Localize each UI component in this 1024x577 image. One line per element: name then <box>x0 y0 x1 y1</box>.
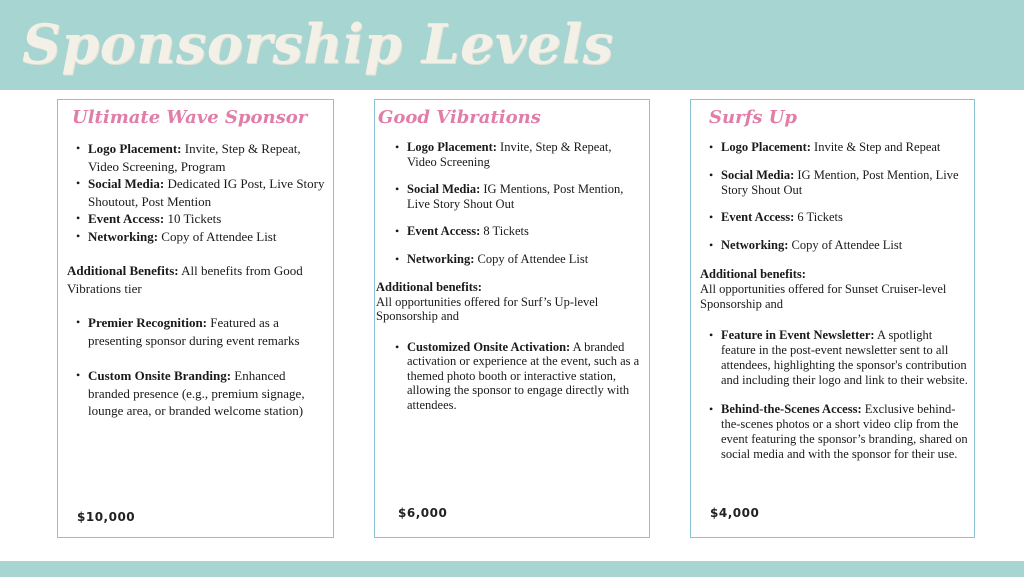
additional-benefits <box>700 267 970 312</box>
benefit-text: Invite, Step & Repeat, Video Screening <box>407 140 612 169</box>
benefit-label: Feature in Event Newsletter: <box>721 328 875 342</box>
page-title: Sponsorship Levels <box>22 12 614 76</box>
additional-text: All benefits from Good Vibrations tier <box>67 263 303 296</box>
additional-text: All opportunities offered for Sunset Cruiser-level Sponsorship and <box>700 282 947 311</box>
header-band <box>0 0 1024 90</box>
list-item <box>700 168 970 198</box>
benefit-text: Featured as a presenting sponsor during event remarks <box>88 315 300 348</box>
benefit-text: Enhanced branded presence (e.g., premium signage, lounge area, or branded welcome station) <box>88 368 305 418</box>
benefit-text: A spotlight feature in the post-event newsletter sent to all attendees, highlighting the sponsor's contribution and including their logo and link to their website. <box>721 328 968 387</box>
benefit-list <box>67 140 329 245</box>
list-item <box>700 210 970 225</box>
benefit-label: Custom Onsite Branding: <box>88 368 232 383</box>
benefit-label: Customized Onsite Activation: <box>407 339 571 354</box>
benefit-label: Logo Placement: <box>407 140 497 154</box>
benefit-label: Event Access: <box>407 224 481 238</box>
card-body <box>700 140 970 462</box>
price: $6,000 <box>398 506 448 520</box>
benefit-text: 10 Tickets <box>164 211 222 226</box>
additional-label: Additional benefits: <box>376 280 482 294</box>
additional-label: Additional Benefits: <box>67 263 179 278</box>
benefit-label: Networking: <box>88 228 159 244</box>
benefit-text: Copy of Attendee List <box>474 251 589 266</box>
price: $4,000 <box>710 506 760 520</box>
list-item <box>700 402 970 462</box>
benefit-list <box>386 140 644 266</box>
price: $10,000 <box>77 510 136 524</box>
benefit-label: Logo Placement: <box>88 141 182 156</box>
list-item <box>700 140 970 155</box>
benefit-label: Networking: <box>407 251 475 266</box>
card-title: Ultimate Wave Sponsor <box>72 107 308 128</box>
card-body <box>376 140 644 412</box>
extra-benefit-list <box>67 314 329 420</box>
benefit-text: 8 Tickets <box>480 224 529 238</box>
benefit-text: 6 Tickets <box>794 210 843 224</box>
card-body <box>67 140 329 420</box>
benefit-label: Social Media: <box>721 168 795 182</box>
benefit-text: IG Mention, Post Mention, Live Story Shout Out <box>721 168 959 197</box>
benefit-label: Networking: <box>721 238 789 252</box>
benefit-text: A branded activation or experience at the event, such as a themed photo booth or interactive station, allowing the sponsor to engage directly with attendees. <box>407 339 640 412</box>
benefit-label: Behind-the-Scenes Access: <box>721 402 862 416</box>
list-item <box>700 328 970 388</box>
extra-benefit-list <box>386 340 644 413</box>
list-item <box>386 140 644 169</box>
list-item <box>67 210 329 228</box>
benefit-label: Event Access: <box>721 210 795 224</box>
card-title: Good Vibrations <box>378 107 541 128</box>
additional-benefits <box>67 262 329 297</box>
benefit-text: Invite & Step and Repeat <box>810 140 941 154</box>
benefit-text: Copy of Attendee List <box>788 238 903 252</box>
list-item <box>67 367 329 420</box>
additional-text: All opportunities offered for Surf’s Up-level Sponsorship and <box>376 294 599 323</box>
additional-benefits <box>376 280 644 324</box>
list-item <box>386 182 644 211</box>
additional-label: Additional benefits: <box>700 267 806 281</box>
benefit-label: Event Access: <box>88 211 165 226</box>
list-item <box>67 228 329 246</box>
list-item <box>386 224 644 239</box>
benefit-label: Social Media: <box>88 176 165 191</box>
benefit-label: Logo Placement: <box>721 140 811 154</box>
list-item <box>67 314 329 349</box>
sponsor-card-ultimate-wave <box>57 99 334 538</box>
benefit-list <box>700 140 970 253</box>
list-item <box>67 175 329 210</box>
benefit-text: Invite, Step & Repeat, Video Screening, Program <box>88 141 301 174</box>
list-item <box>386 252 644 267</box>
list-item <box>700 238 970 253</box>
benefit-label: Premier Recognition: <box>88 315 208 330</box>
extra-benefit-list <box>700 328 970 462</box>
list-item <box>67 140 329 175</box>
benefit-label: Social Media: <box>407 182 481 196</box>
benefit-text: Exclusive behind-the-scenes photos or a short video clip from the event featuring the sponsor’s branding, shared on social media and with the sponsor for their use. <box>721 402 968 461</box>
footer-band <box>0 561 1024 577</box>
card-title: Surfs Up <box>709 107 797 128</box>
benefit-text: Dedicated IG Post, Live Story Shoutout, Post Mention <box>88 176 325 209</box>
sponsor-card-surfs-up <box>690 99 975 538</box>
list-item <box>386 340 644 413</box>
sponsor-card-good-vibrations <box>374 99 650 538</box>
benefit-text: IG Mentions, Post Mention, Live Story Shout Out <box>407 182 624 211</box>
benefit-text: Copy of Attendee List <box>158 228 277 244</box>
